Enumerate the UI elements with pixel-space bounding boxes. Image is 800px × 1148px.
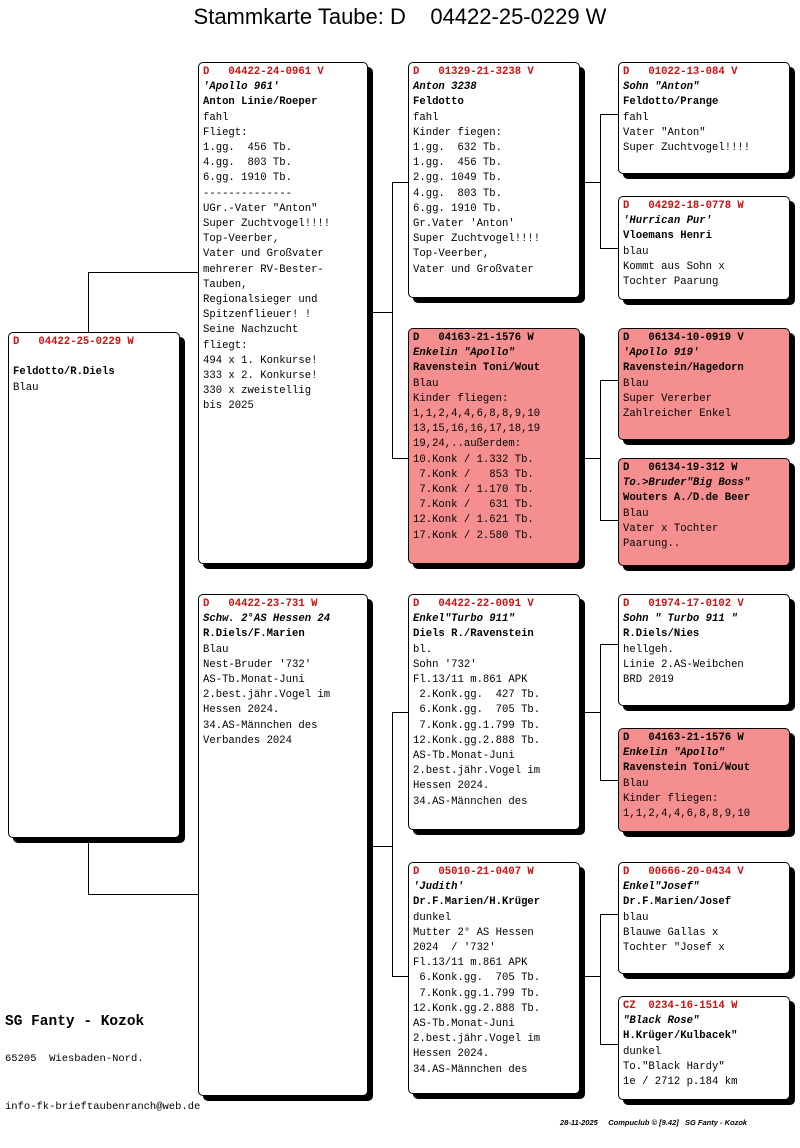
connector-line bbox=[392, 712, 393, 976]
info-line: Hessen 2024. bbox=[413, 1048, 490, 1061]
pigeon-name: Enkelin "Apollo" bbox=[413, 347, 515, 360]
info-line: 1.gg. 632 Tb. bbox=[413, 142, 503, 155]
info-line: Tochter Paarung bbox=[623, 276, 719, 289]
connector-line bbox=[392, 458, 408, 459]
breeder: Feldotto/R.Diels bbox=[13, 366, 115, 379]
info-line: 1,1,2,4,4,6,8,8,9,10 bbox=[413, 408, 541, 421]
info-line: Seine Nachzucht bbox=[203, 324, 299, 337]
connector-line bbox=[88, 894, 200, 895]
ring-number: D 00666-20-0434 V bbox=[623, 866, 744, 878]
info-line: 1.gg. 456 Tb. bbox=[203, 142, 293, 155]
fff-card bbox=[618, 62, 790, 174]
info-line: Kinder fliegen: bbox=[413, 392, 509, 405]
info-line: Top-Veerber, bbox=[413, 248, 490, 261]
info-line: Paarung.. bbox=[623, 538, 681, 551]
info-line: UGr.-Vater "Anton" bbox=[203, 202, 318, 215]
info-line: dunkel bbox=[413, 911, 452, 924]
info-line: 7.Konk / 1.170 Tb. bbox=[413, 484, 534, 497]
info-line: mehrerer RV-Bester- bbox=[203, 263, 324, 276]
info-line: 10.Konk / 1.332 Tb. bbox=[413, 453, 534, 466]
info-line: hellgeh. bbox=[623, 643, 674, 656]
info-line: Regionalsieger und bbox=[203, 294, 318, 307]
ring-number: D 01022-13-084 V bbox=[623, 66, 738, 78]
connector-line bbox=[600, 914, 601, 1044]
info-line: Zahlreicher Enkel bbox=[623, 408, 732, 421]
ring-number: D 04163-21-1576 W bbox=[623, 732, 744, 744]
connector-line bbox=[600, 914, 618, 915]
breeder: Wouters A./D.de Beer bbox=[623, 492, 751, 505]
breeder: Dr.F.Marien/Josef bbox=[623, 896, 732, 909]
info-line: 6.gg. 1910 Tb. bbox=[203, 172, 293, 185]
info-line: Blauwe Gallas x bbox=[623, 926, 719, 939]
info-line: 7.Konk.gg.1.799 Tb. bbox=[413, 719, 541, 732]
info-line: fahl bbox=[203, 111, 229, 124]
breeder: Feldotto/Prange bbox=[623, 96, 719, 109]
info-line: 6.Konk.gg. 705 Tb. bbox=[413, 704, 541, 717]
info-line: blau bbox=[623, 245, 649, 258]
info-line: AS-Tb.Monat-Juni bbox=[413, 750, 515, 763]
info-line: Blau bbox=[623, 777, 649, 790]
info-line: 34.AS-Männchen des bbox=[413, 1063, 528, 1076]
info-line: Super Vererber bbox=[623, 392, 713, 405]
info-line: Vater und Großvater bbox=[203, 248, 324, 261]
connector-line bbox=[88, 272, 89, 334]
info-line: 1.gg. 456 Tb. bbox=[413, 157, 503, 170]
connector-line bbox=[88, 838, 89, 894]
footer-line: 28-11-2025 Compuclub © [9.42] SG Fanty - Kozok bbox=[560, 1118, 748, 1127]
connector-line bbox=[368, 312, 392, 313]
info-line: Verbandes 2024 bbox=[203, 734, 293, 747]
info-line: To."Black Hardy" bbox=[623, 1060, 725, 1073]
info-line: Gr.Vater 'Anton' bbox=[413, 218, 515, 231]
info-line: 6.Konk.gg. 705 Tb. bbox=[413, 972, 541, 985]
breeder: Anton Linie/Roeper bbox=[203, 96, 318, 109]
mother-mother-card bbox=[408, 862, 580, 1094]
info-line: Nest-Bruder '732' bbox=[203, 658, 312, 671]
info-line: fliegt: bbox=[203, 339, 248, 352]
info-line: -------------- bbox=[203, 187, 293, 200]
info-line: 7.Konk / 631 Tb. bbox=[413, 499, 534, 512]
mother-father-card bbox=[408, 594, 580, 830]
info-line: Blau bbox=[413, 377, 439, 390]
connector-line bbox=[600, 520, 618, 521]
info-line: Super Zuchtvogel!!!! bbox=[203, 218, 331, 231]
connector-line bbox=[600, 1044, 618, 1045]
connector-line bbox=[582, 712, 600, 713]
info-line: Spitzenflieuer! ! bbox=[203, 309, 312, 322]
ring-number: D 04422-22-0091 V bbox=[413, 598, 534, 610]
connector-line bbox=[600, 644, 618, 645]
info-line: 4.gg. 803 Tb. bbox=[203, 157, 293, 170]
pigeon-name: To.>Bruder"Big Boss" bbox=[623, 477, 751, 490]
breeder: Ravenstein/Hagedorn bbox=[623, 362, 744, 375]
fmf-card bbox=[618, 328, 790, 440]
info-line: 17.Konk / 2.580 Tb. bbox=[413, 529, 534, 542]
breeder: Vloemans Henri bbox=[623, 230, 713, 243]
info-line: 12.Konk.gg.2.888 Tb. bbox=[413, 1002, 541, 1015]
info-line: Blau bbox=[623, 507, 649, 520]
info-line: Top-Veerber, bbox=[203, 233, 280, 246]
breeder: Ravenstein Toni/Wout bbox=[623, 762, 751, 775]
mmf-card bbox=[618, 862, 790, 974]
pigeon-name: "Black Rose" bbox=[623, 1015, 700, 1028]
connector-line bbox=[600, 248, 618, 249]
info-line: 2.best.jähr.Vogel im bbox=[413, 1033, 541, 1046]
info-line: 13,15,16,16,17,18,19 bbox=[413, 423, 541, 436]
ffm-card bbox=[618, 196, 790, 300]
info-line: Fl.13/11 m.861 APK bbox=[413, 674, 528, 687]
ring-number: D 04422-24-0961 V bbox=[203, 66, 324, 78]
info-line: Kommt aus Sohn x bbox=[623, 260, 725, 273]
connector-line bbox=[582, 976, 600, 977]
info-line: Tochter "Josef x bbox=[623, 942, 725, 955]
info-line: 7.Konk.gg.1.799 Tb. bbox=[413, 987, 541, 1000]
pigeon-name: Enkelin "Apollo" bbox=[623, 747, 725, 760]
info-line: 34.AS-Männchen des bbox=[413, 795, 528, 808]
pigeon-name: Sohn "Anton" bbox=[623, 81, 700, 94]
owner-email[interactable]: info-fk-brieftaubenranch@web.de bbox=[5, 1101, 201, 1113]
ring-number: D 06134-19-312 W bbox=[623, 462, 738, 474]
info-line: 2.Konk.gg. 427 Tb. bbox=[413, 689, 541, 702]
ring-number: D 04163-21-1576 W bbox=[413, 332, 534, 344]
mff-card bbox=[618, 594, 790, 706]
ring-number: D 04422-25-0229 W bbox=[13, 336, 134, 348]
ring-number: CZ 0234-16-1514 W bbox=[623, 1000, 738, 1012]
ring-number: D 01329-21-3238 V bbox=[413, 66, 534, 78]
connector-line bbox=[600, 114, 618, 115]
father-card bbox=[198, 62, 368, 564]
info-line: Fl.13/11 m.861 APK bbox=[413, 957, 528, 970]
info-line: 330 x zweistellig bbox=[203, 385, 312, 398]
info-line: 6.gg. 1910 Tb. bbox=[413, 202, 503, 215]
mmm-card bbox=[618, 996, 790, 1100]
pigeon-name: 'Judith' bbox=[413, 881, 464, 894]
father-mother-card bbox=[408, 328, 580, 564]
breeder: R.Diels/F.Marien bbox=[203, 628, 305, 641]
subject-card bbox=[8, 332, 180, 838]
pigeon-name: Enkel"Turbo 911" bbox=[413, 613, 515, 626]
pigeon-name: 'Apollo 919' bbox=[623, 347, 700, 360]
info-line: Linie 2.AS-Weibchen bbox=[623, 658, 744, 671]
info-line: Vater und Großvater bbox=[413, 263, 534, 276]
ring-number: D 01974-17-0102 V bbox=[623, 598, 744, 610]
info-line: Kinder fliegen: bbox=[623, 792, 719, 805]
connector-line bbox=[582, 182, 600, 183]
connector-line bbox=[368, 846, 392, 847]
pigeon-name: Schw. 2°AS Hessen 24 bbox=[203, 613, 331, 626]
owner-city: 65205 Wiesbaden-Nord. bbox=[5, 1053, 144, 1065]
connector-line bbox=[392, 976, 408, 977]
blank-line bbox=[13, 350, 175, 365]
info-line: 2.best.jähr.Vogel im bbox=[203, 689, 331, 702]
info-line: blau bbox=[623, 911, 649, 924]
info-line: bis 2025 bbox=[203, 400, 254, 413]
ring-number: D 06134-10-0919 V bbox=[623, 332, 744, 344]
info-line: Super Zuchtvogel!!!! bbox=[413, 233, 541, 246]
info-line: 2.gg. 1049 Tb. bbox=[413, 172, 503, 185]
page-title: Stammkarte Taube: D 04422-25-0229 W bbox=[193, 4, 607, 29]
info-line: Vater "Anton" bbox=[623, 126, 706, 139]
info-line: 494 x 1. Konkurse! bbox=[203, 354, 318, 367]
info-line: BRD 2019 bbox=[623, 674, 674, 687]
info-line: Blau bbox=[203, 643, 229, 656]
connector-line bbox=[582, 458, 600, 459]
connector-line bbox=[88, 272, 200, 273]
info-line: 4.gg. 803 Tb. bbox=[413, 187, 503, 200]
info-line: Vater x Tochter bbox=[623, 522, 719, 535]
info-line: Super Zuchtvogel!!!! bbox=[623, 142, 751, 155]
info-line: 19,24,..außerdem: bbox=[413, 438, 522, 451]
fmm-card bbox=[618, 458, 790, 566]
ring-number: D 05010-21-0407 W bbox=[413, 866, 534, 878]
pigeon-name: 'Apollo 961' bbox=[203, 81, 280, 94]
connector-line bbox=[392, 712, 408, 713]
info-line: Hessen 2024. bbox=[203, 704, 280, 717]
connector-line bbox=[392, 182, 408, 183]
connector-line bbox=[600, 114, 601, 248]
connector-line bbox=[392, 182, 393, 458]
breeder: Dr.F.Marien/H.Krüger bbox=[413, 896, 541, 909]
breeder: R.Diels/Nies bbox=[623, 628, 700, 641]
info-line: 12.Konk.gg.2.888 Tb. bbox=[413, 734, 541, 747]
breeder: Ravenstein Toni/Wout bbox=[413, 362, 541, 375]
ring-number: D 04292-18-0778 W bbox=[623, 200, 744, 212]
pigeon-name: 'Hurrican Pur' bbox=[623, 215, 713, 228]
connector-line bbox=[600, 380, 601, 520]
info-line: 333 x 2. Konkurse! bbox=[203, 370, 318, 383]
info-line: 1,1,2,4,4,6,8,8,9,10 bbox=[623, 808, 751, 821]
info-line: 2024 / '732' bbox=[413, 942, 496, 955]
breeder: Feldotto bbox=[413, 96, 464, 109]
info-line: dunkel bbox=[623, 1045, 662, 1058]
owner-name: SG Fanty - Kozok bbox=[5, 1014, 145, 1030]
info-line: 1e / 2712 p.184 km bbox=[623, 1076, 738, 1089]
connector-line bbox=[600, 644, 601, 780]
info-line: 2.best.jähr.Vogel im bbox=[413, 765, 541, 778]
info-line: 34.AS-Männchen des bbox=[203, 719, 318, 732]
info-line: Fliegt: bbox=[203, 126, 248, 139]
pigeon-name: Sohn " Turbo 911 " bbox=[623, 613, 738, 626]
pigeon-name: Enkel"Josef" bbox=[623, 881, 700, 894]
info-line: fahl bbox=[413, 111, 439, 124]
mother-card bbox=[198, 594, 368, 1096]
father-father-card bbox=[408, 62, 580, 298]
breeder: H.Krüger/Kulbacek" bbox=[623, 1030, 738, 1043]
color: Blau bbox=[13, 381, 39, 394]
info-line: Kinder fiegen: bbox=[413, 126, 503, 139]
info-line: bl. bbox=[413, 643, 433, 656]
mfm-card bbox=[618, 728, 790, 832]
ring-number: D 04422-23-731 W bbox=[203, 598, 318, 610]
connector-line bbox=[600, 380, 618, 381]
info-line: 7.Konk / 853 Tb. bbox=[413, 468, 534, 481]
connector-line bbox=[600, 780, 618, 781]
info-line: 12.Konk / 1.621 Tb. bbox=[413, 514, 534, 527]
info-line: AS-Tb.Monat-Juni bbox=[413, 1018, 515, 1031]
info-line: fahl bbox=[623, 111, 649, 124]
info-line: Tauben, bbox=[203, 278, 248, 291]
info-line: Hessen 2024. bbox=[413, 780, 490, 793]
breeder: Diels R./Ravenstein bbox=[413, 628, 534, 641]
info-line: Blau bbox=[623, 377, 649, 390]
info-line: Sohn '732' bbox=[413, 658, 477, 671]
pigeon-name: Anton 3238 bbox=[413, 81, 477, 94]
info-line: Mutter 2° AS Hessen bbox=[413, 926, 534, 939]
info-line: AS-Tb.Monat-Juni bbox=[203, 674, 305, 687]
